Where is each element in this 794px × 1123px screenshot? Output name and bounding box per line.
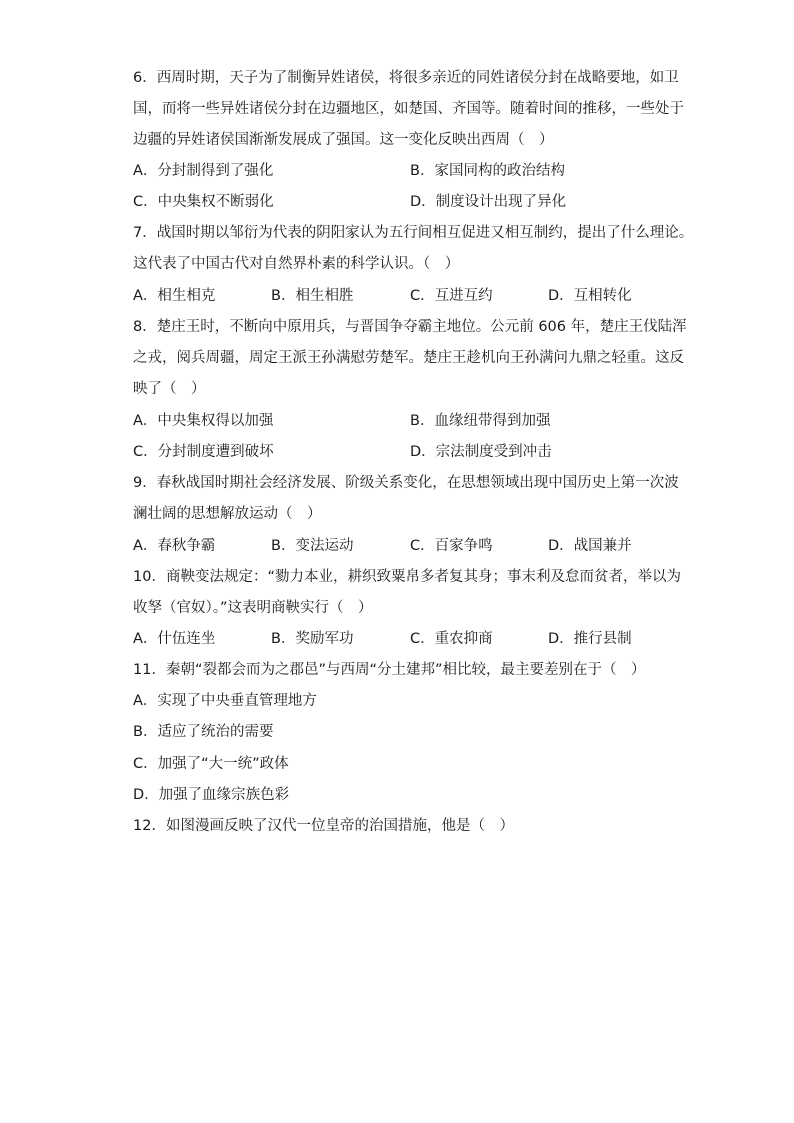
question-6-option-c: C．中央集权不断弱化 bbox=[133, 194, 274, 210]
question-9-line-2: 澜壮阔的思想解放运动（ ） bbox=[133, 506, 322, 522]
question-10-line-1: 10．商鞅变法规定：“勠力本业，耕织致粟帛多者复其身；事末利及怠而贫者，举以为 bbox=[133, 569, 681, 585]
question-6-line-2: 国，而将一些异姓诸侯分封在边疆地区，如楚国、齐国等。随着时间的推移，一些处于 bbox=[133, 101, 684, 117]
question-9-option-a: A．春秋争霸 bbox=[133, 538, 216, 554]
question-7-option-c: C．互进互约 bbox=[410, 288, 493, 304]
question-6-option-a: A．分封制得到了强化 bbox=[133, 163, 274, 179]
question-7-option-d: D．互相转化 bbox=[548, 288, 632, 304]
question-6-option-d: D．制度设计出现了异化 bbox=[410, 194, 567, 210]
question-8-line-2: 之戎，阅兵周疆，周定王派王孙满慰劳楚军。楚庄王趁机向王孙满问九鼎之轻重。这反 bbox=[133, 350, 684, 366]
question-10-option-a: A．什伍连坐 bbox=[133, 631, 216, 647]
question-7-option-a: A．相生相克 bbox=[133, 288, 216, 304]
question-8-option-c: C．分封制度遭到破坏 bbox=[133, 444, 274, 460]
question-6-line-3: 边疆的异姓诸侯国渐渐发展成了强国。这一变化反映出西周（ ） bbox=[133, 132, 554, 148]
question-8-line-1: 8．楚庄王时，不断向中原用兵，与晋国争夺霸主地位。公元前 606 年，楚庄王伐陆浑 bbox=[133, 319, 687, 335]
question-6-line-1: 6．西周时期，天子为了制衡异姓诸侯，将很多亲近的同姓诸侯分封在战略要地，如卫 bbox=[133, 70, 679, 86]
question-9-option-d: D．战国兼并 bbox=[548, 538, 632, 554]
question-8-option-d: D．宗法制度受到冲击 bbox=[410, 444, 552, 460]
question-7-line-2: 这代表了中国古代对自然界朴素的科学认识。（ ） bbox=[133, 256, 460, 272]
question-7-line-1: 7．战国时期以邹衍为代表的阴阳家认为五行间相互促进又相互制约，提出了什么理论。 bbox=[133, 225, 694, 241]
question-8-line-3: 映了（ ） bbox=[133, 381, 206, 397]
question-10-option-c: C．重农抑商 bbox=[410, 631, 493, 647]
question-10-option-d: D．推行县制 bbox=[548, 631, 632, 647]
question-11-line-1: 11．秦朝“裂都会而为之郡邑”与西周“分土建邦”相比较，最主要差别在于（ ） bbox=[133, 662, 646, 678]
question-9-option-c: C．百家争鸣 bbox=[410, 538, 493, 554]
question-6-option-b: B．家国同构的政治结构 bbox=[410, 163, 565, 179]
question-10-option-b: B．奖励军功 bbox=[271, 631, 354, 647]
question-8-option-a: A．中央集权得以加强 bbox=[133, 413, 274, 429]
question-11-option-b: B．适应了统治的需要 bbox=[133, 724, 274, 740]
question-10-line-2: 收孥（官奴）。”这表明商鞅实行（ ） bbox=[133, 600, 373, 616]
question-11-option-a: A．实现了中央垂直管理地方 bbox=[133, 693, 317, 709]
question-11-option-c: C．加强了“大一统”政体 bbox=[133, 756, 289, 772]
question-8-option-b: B．血缘纽带得到加强 bbox=[410, 413, 551, 429]
question-11-option-d: D．加强了血缘宗族色彩 bbox=[133, 787, 290, 803]
question-7-option-b: B．相生相胜 bbox=[271, 288, 354, 304]
question-12-line-1: 12．如图漫画反映了汉代一位皇帝的治国措施，他是（ ） bbox=[133, 818, 514, 834]
question-9-option-b: B．变法运动 bbox=[271, 538, 354, 554]
question-9-line-1: 9．春秋战国时期社会经济发展、阶级关系变化，在思想领域出现中国历史上第一次波 bbox=[133, 475, 679, 491]
